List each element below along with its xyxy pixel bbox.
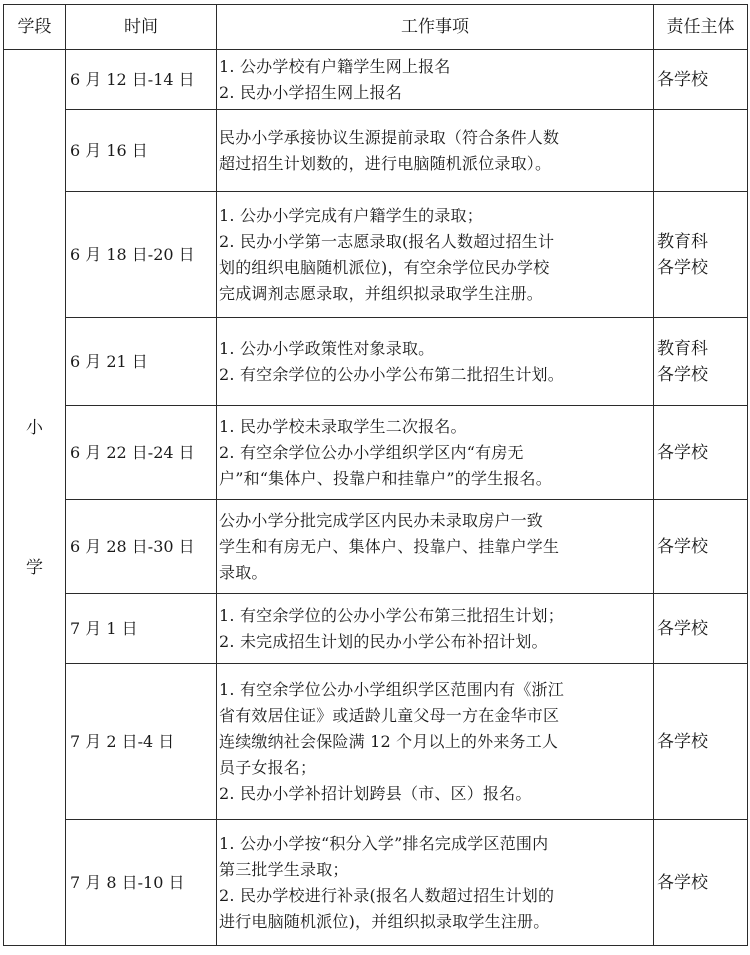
schedule-table <box>3 4 748 946</box>
matter-cell <box>217 192 654 318</box>
table-row <box>4 50 748 110</box>
owner-line: 各学校 <box>657 364 708 385</box>
owner-line: 各学校 <box>657 618 708 639</box>
matter-line: 2. 未完成招生计划的民办小学公布补招计划。 <box>219 631 548 651</box>
time-cell: 7 月 1 日 <box>66 594 217 664</box>
matter-line: 2. 有空余学位公办小学组织学区内“有房无 <box>219 442 524 462</box>
matter-line: 超过招生计划数的，进行电脑随机派位录取）。 <box>219 153 552 173</box>
matter-line: 完成调剂志愿录取，并组织拟录取学生注册。 <box>219 283 544 303</box>
owner-cell <box>654 318 748 406</box>
header-owner: 责任主体 <box>654 5 748 50</box>
matter-line: 划的组织电脑随机派位)，有空余学位民办学校 <box>219 257 550 277</box>
matter-line: 户”和“集体户、投靠户和挂靠户”的学生报名。 <box>219 468 552 488</box>
matter-line: 1. 公办小学完成有户籍学生的录取； <box>219 205 483 225</box>
time-cell: 6 月 16 日 <box>66 110 217 192</box>
stage-cell <box>4 50 66 946</box>
matter-line: 1. 公办小学政策性对象录取。 <box>219 338 435 358</box>
header-matter: 工作事项 <box>217 5 654 50</box>
matter-line: 1. 民办学校未录取学生二次报名。 <box>219 416 467 436</box>
table-row <box>4 664 748 820</box>
matter-line: 2. 民办小学补招计划跨县（市、区）报名。 <box>219 783 532 803</box>
time-cell: 6 月 21 日 <box>66 318 217 406</box>
matter-cell <box>217 820 654 946</box>
table-row <box>4 406 748 500</box>
matter-line: 1. 公办小学按“积分入学”排名完成学区范围内 <box>219 833 549 853</box>
owner-line: 教育科 <box>657 338 708 359</box>
matter-cell <box>217 318 654 406</box>
owner-line: 各学校 <box>657 536 708 557</box>
owner-line: 各学校 <box>657 872 708 893</box>
matter-line: 1. 公办学校有户籍学生网上报名 <box>219 56 451 76</box>
matter-line: 民办小学承接协议生源提前录取（符合条件人数 <box>219 127 560 147</box>
stage-char: 小 <box>26 417 43 438</box>
matter-line: 连续缴纳社会保险满 12 个月以上的外来务工人 <box>219 731 559 751</box>
table-row <box>4 594 748 664</box>
matter-line: 员子女报名； <box>219 757 317 777</box>
matter-line: 进行电脑随机派位)，并组织拟录取学生注册。 <box>219 911 550 931</box>
owner-line: 各学校 <box>657 257 708 278</box>
owner-cell <box>654 820 748 946</box>
time-cell: 6 月 28 日-30 日 <box>66 500 217 594</box>
matter-cell <box>217 110 654 192</box>
matter-line: 2. 民办学校进行补录(报名人数超过招生计划的 <box>219 885 555 905</box>
owner-cell <box>654 406 748 500</box>
owner-line: 各学校 <box>657 69 708 90</box>
matter-line: 2. 民办小学招生网上报名 <box>219 82 402 102</box>
owner-cell <box>654 664 748 820</box>
table-row <box>4 192 748 318</box>
owner-line: 教育科 <box>657 231 708 252</box>
matter-cell <box>217 664 654 820</box>
matter-cell <box>217 594 654 664</box>
matter-line: 1. 有空余学位的公办小学公布第三批招生计划； <box>219 605 564 625</box>
time-cell: 7 月 8 日-10 日 <box>66 820 217 946</box>
owner-cell <box>654 500 748 594</box>
matter-line: 第三批学生录取； <box>219 859 349 879</box>
stage-char: 学 <box>26 557 43 578</box>
table-row <box>4 110 748 192</box>
matter-line: 省有效居住证》或适龄儿童父母一方在金华市区 <box>219 705 560 725</box>
owner-cell <box>654 110 748 192</box>
header-stage: 学段 <box>4 5 66 50</box>
matter-line: 录取。 <box>219 562 268 582</box>
owner-cell <box>654 50 748 110</box>
matter-line: 学生和有房无户、集体户、投靠户、挂靠户学生 <box>219 536 560 556</box>
time-cell: 7 月 2 日-4 日 <box>66 664 217 820</box>
matter-line: 公办小学分批完成学区内民办未录取房户一致 <box>219 510 544 530</box>
matter-line: 1. 有空余学位公办小学组织学区范围内有《浙江 <box>219 679 564 699</box>
time-cell: 6 月 12 日-14 日 <box>66 50 217 110</box>
matter-line: 2. 民办小学第一志愿录取(报名人数超过招生计 <box>219 231 555 251</box>
header-time: 时间 <box>66 5 217 50</box>
table-row <box>4 500 748 594</box>
table-row <box>4 318 748 406</box>
table-row <box>4 820 748 946</box>
admission-schedule-document <box>3 4 747 951</box>
matter-cell <box>217 406 654 500</box>
owner-cell <box>654 594 748 664</box>
header-row <box>4 5 748 50</box>
matter-line: 2. 有空余学位的公办小学公布第二批招生计划。 <box>219 364 564 384</box>
owner-line: 各学校 <box>657 442 708 463</box>
matter-cell <box>217 500 654 594</box>
owner-cell <box>654 192 748 318</box>
owner-line: 各学校 <box>657 731 708 752</box>
time-cell: 6 月 18 日-20 日 <box>66 192 217 318</box>
time-cell: 6 月 22 日-24 日 <box>66 406 217 500</box>
matter-cell <box>217 50 654 110</box>
